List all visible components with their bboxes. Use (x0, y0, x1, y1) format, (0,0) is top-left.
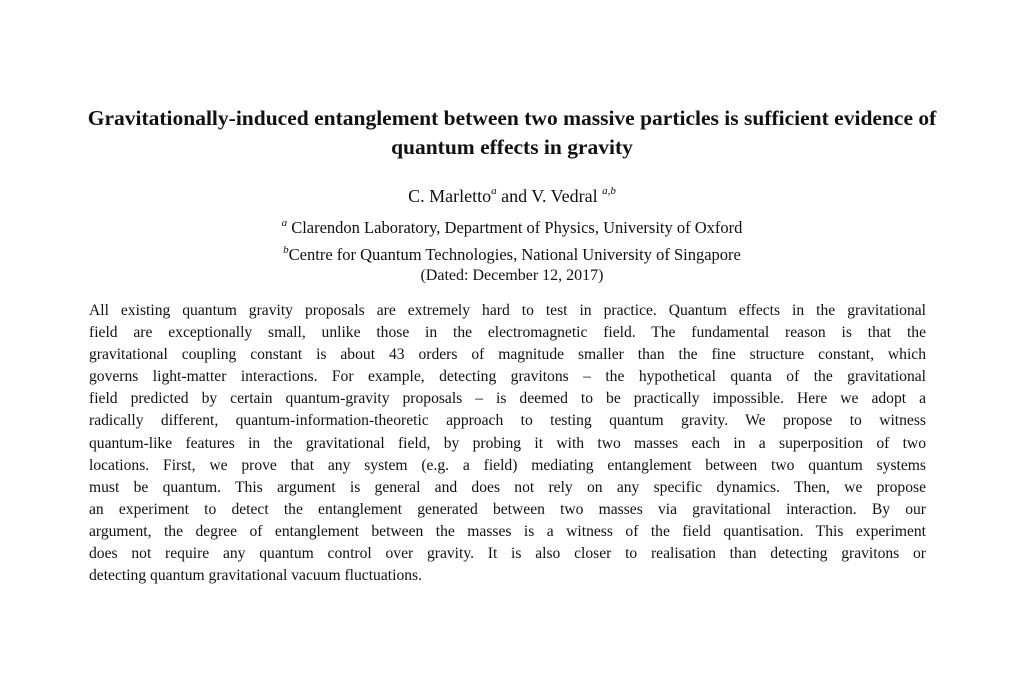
affiliation-a (0, 218, 1024, 238)
affiliation-marker: a (281, 216, 288, 229)
abstract-line: All existing quantum gravity proposals are extremely hard to test in practice. Quantum effects in the gravitational (89, 302, 926, 319)
abstract-line: argument, the degree of entanglement between the masses is a witness of the field quantisation. This experiment (89, 522, 926, 540)
abstract-line: does not require any quantum control over gravity. It is also closer to realisation than detecting gravitons or (89, 545, 926, 563)
title-line-1: Gravitationally-induced entanglement between two massive particles is sufficient evidence of (87, 106, 937, 130)
abstract-line: field predicted by certain quantum-gravity proposals – is deemed to be practically impossible. Here we adopt a (89, 390, 926, 408)
abstract-line: locations. First, we prove that any system (e.g. a field) mediating entanglement between two quantum systems (89, 456, 926, 474)
affiliation-b (0, 245, 1024, 265)
affiliation-text: Clarendon Laboratory, Department of Physics, University of Oxford (291, 218, 743, 237)
title-line-2: quantum effects in gravity (391, 135, 633, 159)
author-name: C. Marletto (408, 186, 492, 206)
abstract-line: gravitational coupling constant is about 43 orders of magnitude smaller than the fine structure constant, which (89, 346, 926, 364)
abstract-line: an experiment to detect the entanglement generated between two masses via gravitational interaction. By our (89, 500, 926, 518)
affiliation-marker: b (283, 243, 289, 256)
abstract-line: radically different, quantum-information-theoretic approach to testing quantum gravity. We propose to witness (89, 412, 926, 430)
affiliation-marker: a,b (602, 185, 616, 197)
affiliation-marker: a (491, 185, 497, 197)
author-conjunction: and (496, 186, 532, 206)
author-list (0, 185, 1024, 207)
abstract-line: must be quantum. This argument is general and does not rely on any specific dynamics. Then, we propose (89, 478, 926, 496)
abstract-line: field are exceptionally small, unlike those in the electromagnetic field. The fundamental reason is that the (89, 324, 926, 342)
abstract-line: governs light-matter interactions. For example, detecting gravitons – the hypothetical quanta of the gravitational (89, 368, 926, 386)
paper-title (0, 104, 1024, 162)
abstract (89, 300, 926, 587)
abstract-line: quantum-like features in the gravitational field, by probing it with two masses each in a superposition of two (89, 434, 926, 452)
affiliation-text: Centre for Quantum Technologies, National University of Singapore (288, 245, 741, 264)
abstract-line: detecting quantum gravitational vacuum fluctuations. (89, 567, 423, 585)
author-name: V. Vedral (531, 186, 598, 206)
date-line: (Dated: December 12, 2017) (420, 267, 604, 284)
